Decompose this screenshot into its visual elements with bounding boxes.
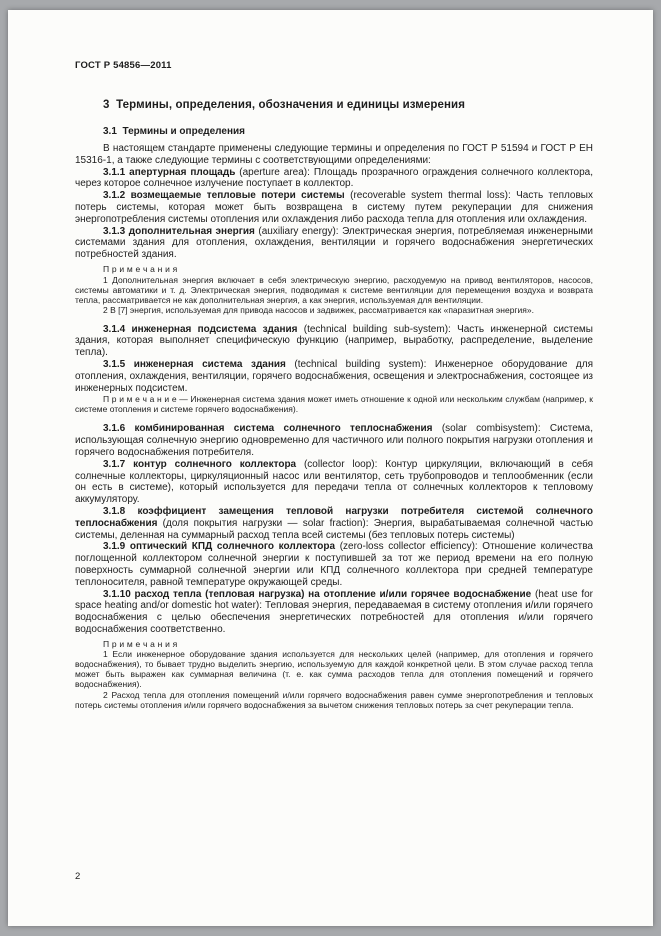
term-definition: 3.1.5 инженерная система здания (technical building system): Инженерное оборудование для отопления, охлаждения, вентиляции, горячего водоснабжения, освещения и электроснабжения, состоящее из инженерных подсистем. — [75, 359, 593, 394]
term-definition: 3.1.10 расход тепла (тепловая нагрузка) на отопление и/или горячее водоснабжение (heat use for space heating and/or domestic hot water): Тепловая энергия, передаваемая в систему отопления и/или горячего водоснабжения с целью обеспечения энергетических потребностей для отопления и/или горячего водоснабжения соответственно. — [75, 588, 593, 636]
term-definition: 3.1.1 апертурная площадь (aperture area): Площадь прозрачного ограждения солнечного коллектора, через которое солнечное излучение поступает в коллектор. — [75, 166, 593, 190]
section-title: 3 Термины, определения, обозначения и единицы измерения — [103, 99, 466, 111]
body-paragraph: В настоящем стандарте применены следующие термины и определения по ГОСТ Р 51594 и ГОСТ Р ЕН 15316-1, а также следующие термины с соответствующими определениями: — [75, 143, 593, 166]
note-heading: П р и м е ч а н и я — [103, 263, 178, 274]
term-definition: 3.1.4 инженерная подсистема здания (technical building sub-system): Часть инженерной системы здания, которая выполняет специфическую функцию (например, выработку, распределение, выделение тепла). — [75, 323, 593, 359]
document-page — [8, 10, 653, 926]
note: 2 Расход тепла для отопления помещений и/или горячего водоснабжения равен сумме энергопотребления и тепловых потерь системы отопления и/или горячего водоснабжения за вычетом снижения тепловых потерь за счет рекуперации тепла. — [75, 689, 593, 710]
note: 1 Если инженерное оборудование здания используется для нескольких целей (например, для отопления и горячего водоснабжения), то бывает трудно выделить энергию, используемую для каждой конкретной цели. В этом случае расход тепла может быть выражен как суммарная величина (т. е. как сумма расходов тепла для отопления помещений и горячего водоснабжения). — [75, 649, 593, 690]
subsection-heading: 3.1 Термины и определения — [103, 126, 245, 137]
term-definition: 3.1.7 контур солнечного коллектора (collector loop): Контур циркуляции, включающий в себя солнечные коллекторы, циркуляционный насос или вентилятор, сеть трубопроводов и теплообменник (если он есть в системе), который используется для передачи тепла от солнечных коллекторов к тепловому аккумулятору. — [75, 458, 594, 506]
running-header-standard-designation: ГОСТ Р 54856—2011 — [75, 60, 172, 71]
term-definition: 3.1.6 комбинированная система солнечного теплоснабжения (solar combisystem): Система, использующая солнечную энергию одновременно для частичного или полного покрытия нагрузки отопления и горячего водоснабжения потребителя. — [75, 423, 593, 459]
note: 2 В [7] энергия, используемая для привода насосов и задвижек, рассматривается как «паразитная энергия». — [103, 304, 534, 315]
page-number: 2 — [75, 871, 81, 882]
term-definition: 3.1.3 дополнительная энергия (auxiliary energy): Электрическая энергия, потребляемая инженерными системами здания для отопления, охлаждения, вентиляции и горячего водоснабжения энергетических потребностей здания. — [75, 225, 593, 261]
term-definition: 3.1.2 возмещаемые тепловые потери системы (recoverable system thermal loss): Часть тепловых потерь системы, которая может быть возвращена в систему путем рекуперации для снижения энергопотребления системы отопления или охлаждения либо расхода тепла для отопления или охлаждения. — [75, 190, 593, 225]
note: 1 Дополнительная энергия включает в себя электрическую энергию, расходуемую на привод вентиляторов, насосов, системы автоматики и т. д. Электрическая энергия, подводимая к системе вентиляции для перемещения воздуха и возврата тепла, рассматривается не как дополнительная энергия, а как энергия, используемая для вентиляции. — [75, 274, 593, 305]
note: П р и м е ч а н и е — Инженерная система здания может иметь отношение к одной или нескольким службам (например, к системе отопления и системе горячего водоснабжения). — [75, 394, 593, 415]
document-content — [75, 126, 593, 710]
term-definition: 3.1.9 оптический КПД солнечного коллектора (zero-loss collector efficiency): Отношение количества поглощенной коллектором солнечной энергии к поступившей за тот же период времени на его полную поверхность суммарной солнечной энергии или КПД солнечного коллектора при средней температуре теплоносителя, равной температуре окружающей среды. — [75, 541, 593, 588]
note-heading: П р и м е ч а н и я — [103, 638, 178, 649]
term-definition: 3.1.8 коэффициент замещения тепловой нагрузки потребителя системой солнечного теплоснабжения (доля покрытия нагрузки — solar fraction): Энергия, вырабатываемая солнечной частью системы, деленная на суммарный расход тепла всей системы (без тепловых потерь системы) — [75, 506, 593, 541]
